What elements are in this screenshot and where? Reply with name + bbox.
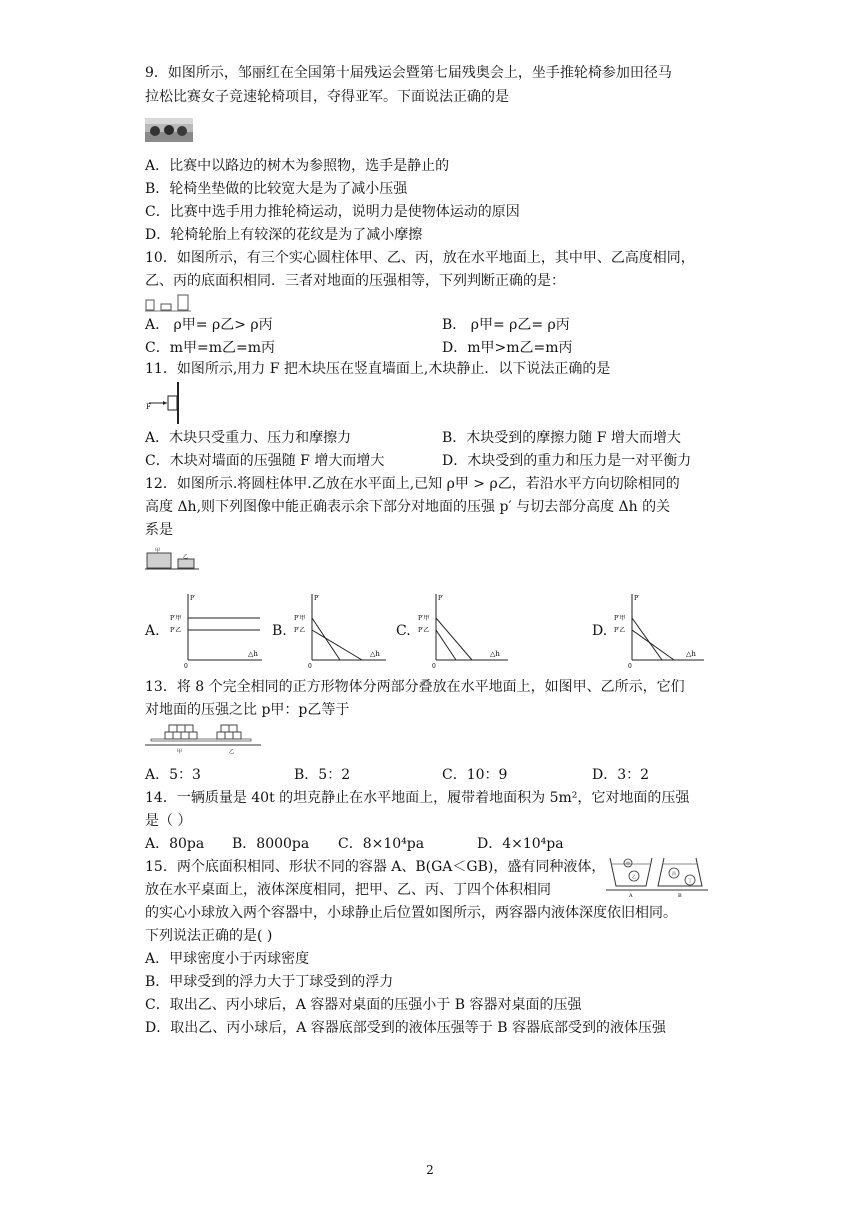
q12-label-yi: 乙 <box>183 554 189 560</box>
q13-stem-line2: 对地面的压强之比 p甲：p乙等于 <box>145 702 350 718</box>
q9-wheelchair-photo <box>145 118 193 142</box>
svg-text:P′甲: P′甲 <box>170 615 182 622</box>
q12-stem-line2: 高度 Δh,则下列图像中能正确表示余下部分对地面的压强 p′ 与切去部分高度 Δh 的关 <box>145 499 671 515</box>
q15-stem-line4: 下列说法正确的是( ) <box>145 928 273 944</box>
svg-text:P′乙: P′乙 <box>614 627 626 634</box>
q9-option-b: B．轮椅坐垫做的比较宽大是为了减小压强 <box>145 181 408 197</box>
q12-option-c: C. <box>396 623 411 639</box>
q9-option-d: D．轮椅轮胎上有较深的花纹是为了减小摩擦 <box>145 227 423 243</box>
q15-containers-figure <box>604 852 710 898</box>
q11-option-c: C．木块对墙面的压强随 F 增大而增大 <box>145 453 385 469</box>
svg-text:丙: 丙 <box>672 871 676 876</box>
svg-text:P′: P′ <box>438 595 444 602</box>
q10-option-b: B． ρ甲= ρ乙= ρ丙 <box>442 317 570 333</box>
q12-graph-a <box>168 590 266 670</box>
q13-option-d: D．3：2 <box>592 767 650 783</box>
q15-option-c: C．取出乙、丙小球后，A 容器对桌面的压强小于 B 容器对桌面的压强 <box>145 997 582 1013</box>
q15-stem-line1: 15．两个底面积相同、形状不同的容器 A、B(GA＜GB)，盛有同种液体， <box>145 859 606 875</box>
svg-text:0: 0 <box>628 663 632 670</box>
q12-stem-line1: 12．如图所示.将圆柱体甲.乙放在水平面上,已知 ρ甲 > ρ乙，若沿水平方向切除相同的 <box>145 476 680 492</box>
q11-stem: 11．如图所示,用力 F 把木块压在竖直墙面上,木块静止．以下说法正确的是 <box>145 361 611 377</box>
q12-cylinders-figure <box>145 546 201 572</box>
q15-option-b: B．甲球受到的浮力大于丁球受到的浮力 <box>145 974 394 990</box>
q12-graph-c <box>416 590 512 670</box>
q12-option-a: A. <box>145 623 160 639</box>
svg-text:P′甲: P′甲 <box>614 615 626 622</box>
q14-stem-line1: 14．一辆质量是 40t 的坦克静止在水平地面上，履带着地面积为 5m²，它对地面的压强 <box>145 790 690 806</box>
q11-option-b: B．木块受到的摩擦力随 F 增大而增大 <box>442 430 681 446</box>
svg-text:P′: P′ <box>634 595 640 602</box>
q13-stem-line1: 13．将 8 个完全相同的正方形物体分两部分叠放在水平地面上，如图甲、乙所示，它们 <box>145 679 685 695</box>
q12-graph-b <box>290 590 390 670</box>
svg-text:P′甲: P′甲 <box>418 615 430 622</box>
q13-option-c: C．10：9 <box>442 767 508 783</box>
svg-text:甲: 甲 <box>626 861 630 866</box>
svg-text:P′: P′ <box>314 595 320 602</box>
q12-option-d: D. <box>592 623 608 639</box>
q15-stem-line2: 放在水平桌面上，液体深度相同，把甲、乙、丙、丁四个体积相同 <box>145 882 551 898</box>
svg-text:A: A <box>629 893 633 898</box>
q11-force-label: F <box>146 403 151 411</box>
q14-option-d: D．4×10⁴pa <box>477 836 564 852</box>
svg-text:P′乙: P′乙 <box>418 627 430 634</box>
svg-text:乙: 乙 <box>632 874 636 879</box>
q10-option-c: C．m甲=m乙=m丙 <box>145 340 275 356</box>
q15-stem-line3: 的实心小球放入两个容器中，小球静止后位置如图所示，两容器内液体深度依旧相同。 <box>145 905 677 921</box>
q15-option-d: D．取出乙、丙小球后，A 容器底部受到的液体压强等于 B 容器底部受到的液体压强 <box>145 1020 666 1036</box>
svg-text:△h: △h <box>490 650 500 658</box>
svg-text:△h: △h <box>248 650 258 658</box>
q13-label-yi: 乙 <box>229 749 235 755</box>
svg-text:△h: △h <box>370 650 380 658</box>
q11-option-a: A．木块只受重力、压力和摩擦力 <box>145 430 352 446</box>
svg-text:△h: △h <box>686 650 696 658</box>
q10-stem-line2: 乙、丙的底面积相同．三者对地面的压强相等，下列判断正确的是： <box>145 273 565 289</box>
svg-text:P′乙: P′乙 <box>170 627 182 634</box>
q10-option-d: D．m甲>m乙=m丙 <box>442 340 573 356</box>
svg-text:0: 0 <box>184 663 188 670</box>
svg-text:P′: P′ <box>190 595 196 602</box>
q15-option-a: A．甲球密度小于丙球密度 <box>145 951 310 967</box>
q14-option-b: B．8000pa <box>232 836 310 852</box>
page-number: 2 <box>426 1163 434 1177</box>
q11-option-d: D．木块受到的重力和压力是一对平衡力 <box>442 453 692 469</box>
q14-option-a: A．80pa <box>145 836 205 852</box>
q9-stem-line1: 9．如图所示，邹丽红在全国第十届残运会暨第七届残奥会上，坐手推轮椅参加田径马 <box>145 65 672 81</box>
q9-stem-line2: 拉松比赛女子竞速轮椅项目，夺得亚军。下面说法正确的是 <box>145 89 509 105</box>
q13-option-b: B．5：2 <box>294 767 351 783</box>
svg-text:丁: 丁 <box>688 878 692 883</box>
q14-option-c: C．8×10⁴pa <box>338 836 425 852</box>
q13-option-a: A．5：3 <box>145 767 201 783</box>
svg-text:0: 0 <box>308 663 312 670</box>
q12-label-jia: 甲 <box>155 548 161 554</box>
svg-text:0: 0 <box>432 663 436 670</box>
q13-label-jia: 甲 <box>177 749 183 755</box>
q10-stem-line1: 10．如图所示，有三个实心圆柱体甲、乙、丙，放在水平地面上，其中甲、乙高度相同， <box>145 250 695 266</box>
q13-blocks-figure <box>145 720 261 756</box>
q14-stem-line2: 是（ ） <box>145 813 192 829</box>
q9-option-a: A．比赛中以路边的树木为参照物，选手是静止的 <box>145 158 450 174</box>
q10-option-a: A． ρ甲= ρ乙> ρ丙 <box>145 317 273 333</box>
svg-text:P′甲: P′甲 <box>294 615 306 622</box>
q9-option-c: C．比赛中选手用力推轮椅运动，说明力是使物体运动的原因 <box>145 204 520 220</box>
q11-wall-figure <box>145 382 185 424</box>
q12-stem-line3: 系是 <box>145 522 173 538</box>
q12-option-b: B. <box>272 623 287 639</box>
svg-text:P′乙: P′乙 <box>294 627 306 634</box>
q10-cylinders-figure <box>145 294 193 314</box>
q12-graph-d <box>612 590 708 670</box>
svg-text:B: B <box>678 893 682 898</box>
